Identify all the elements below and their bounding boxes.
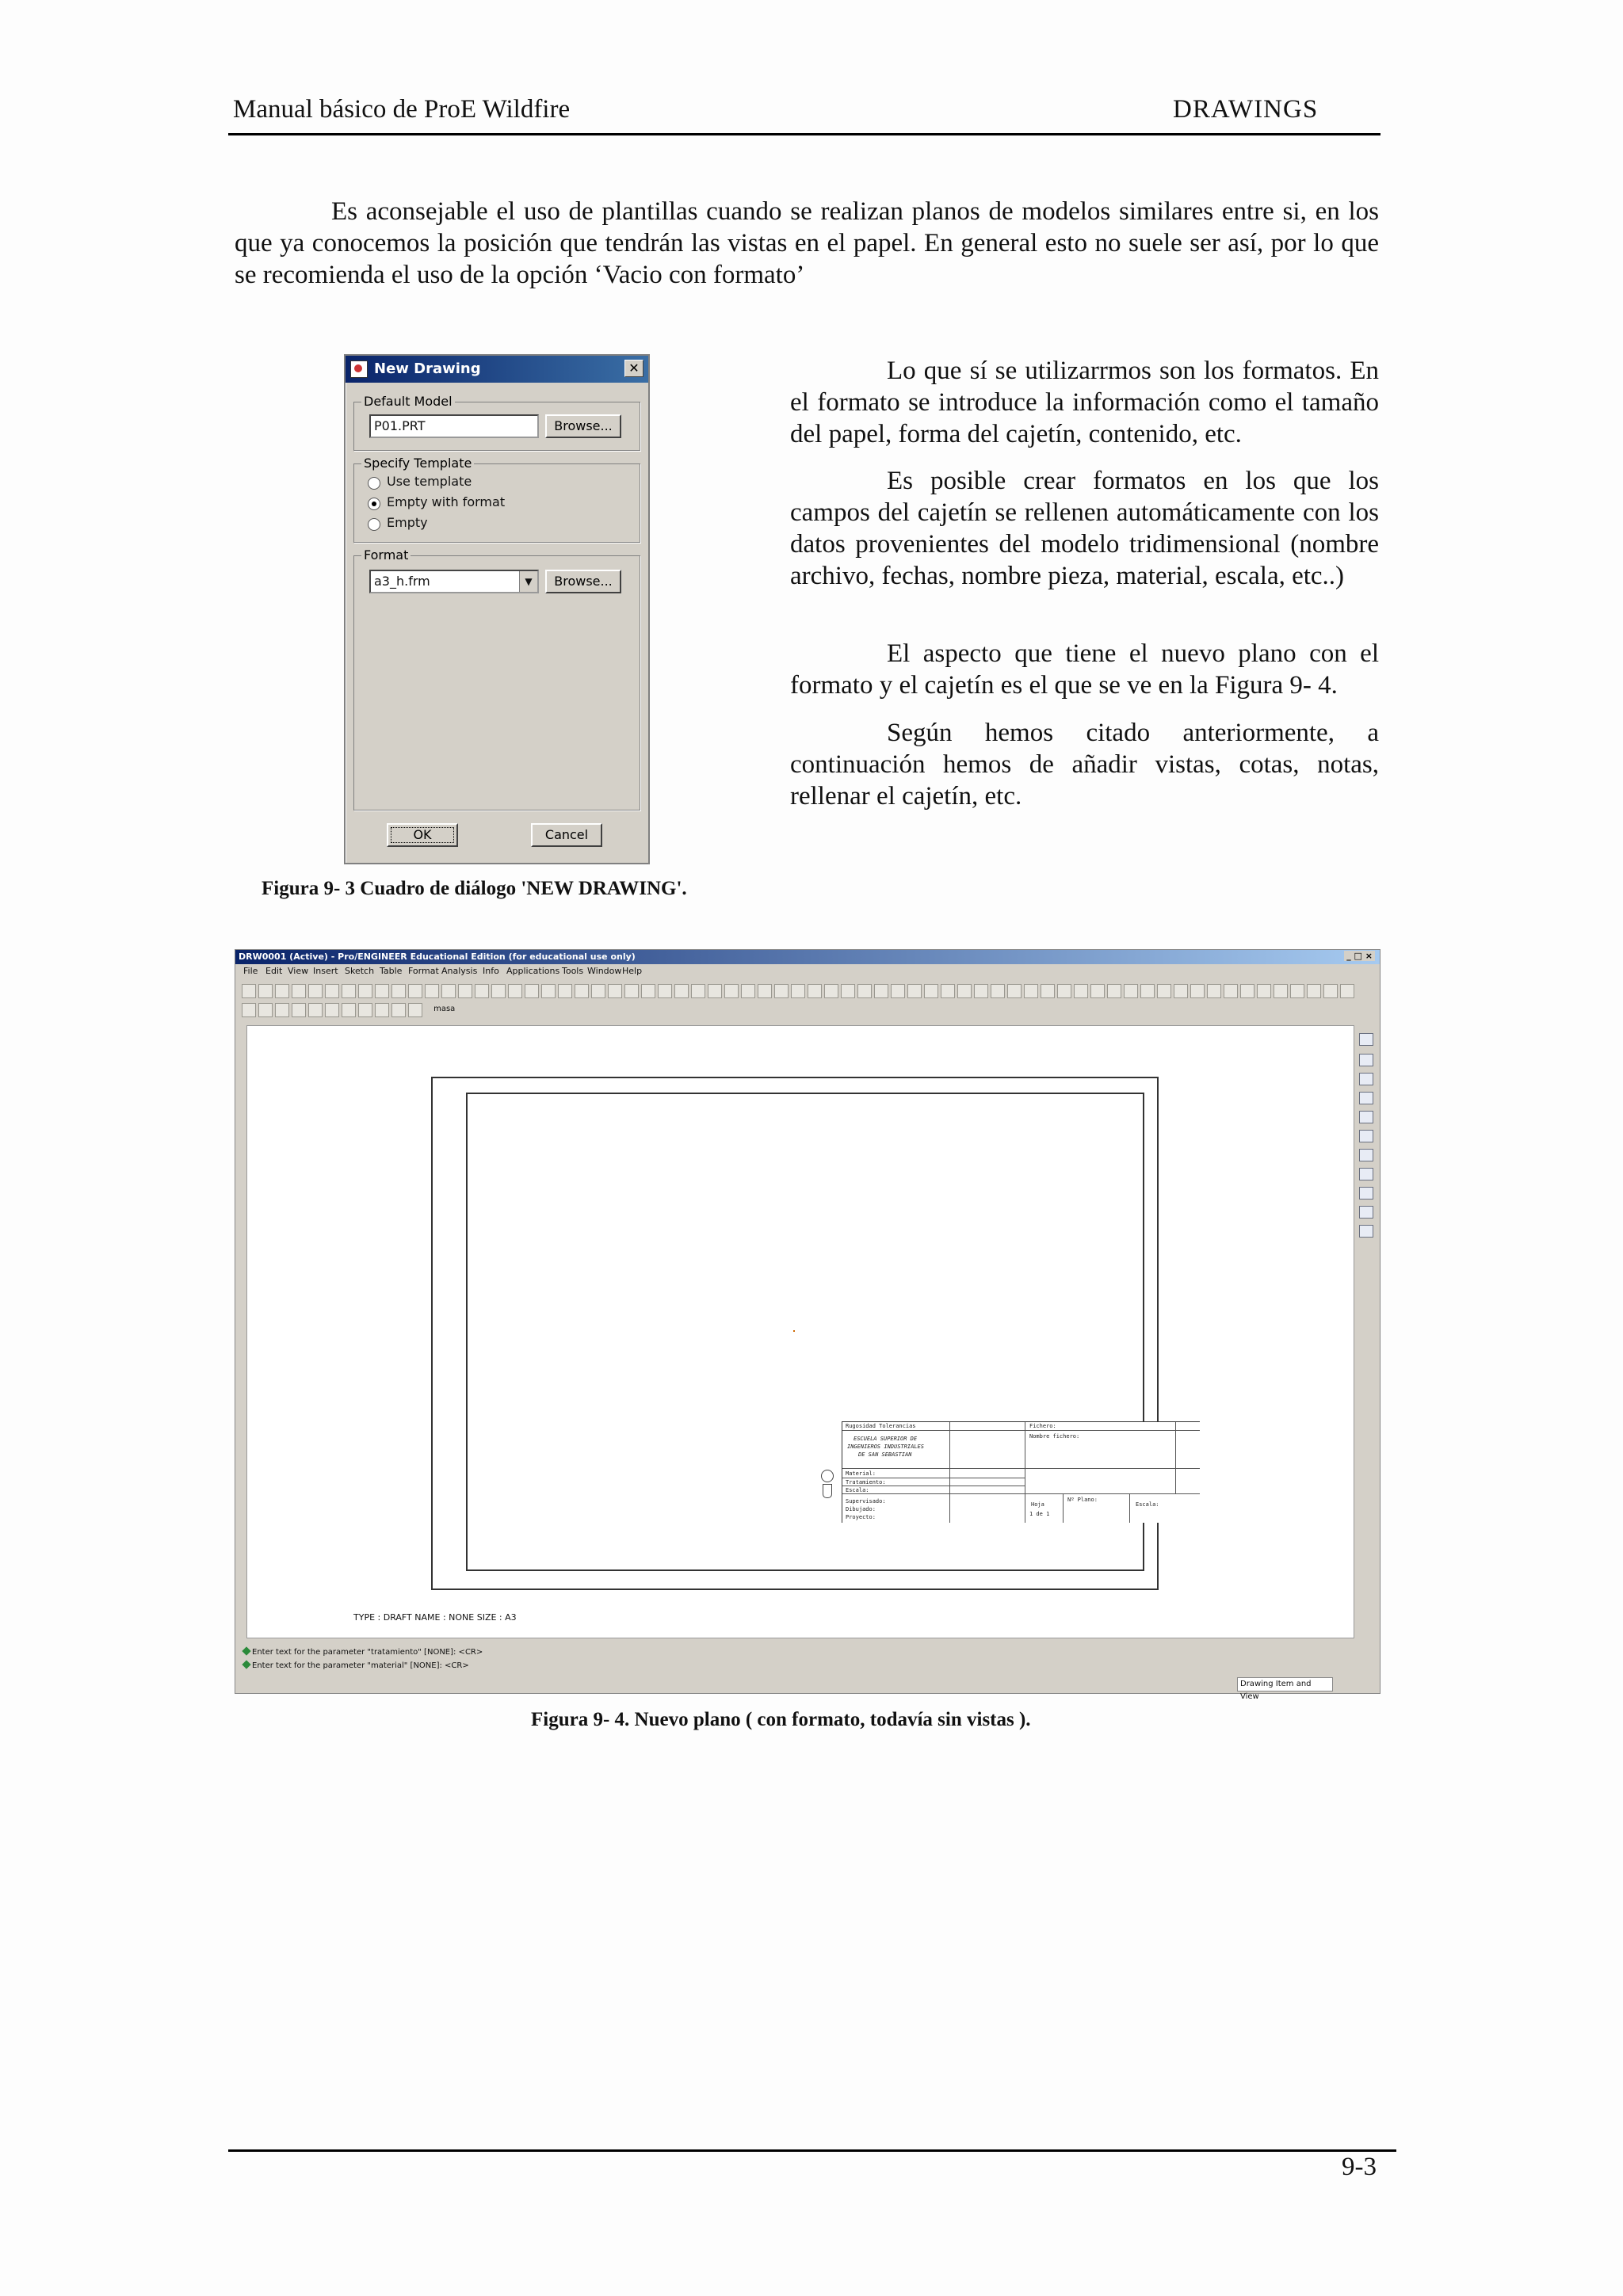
use-template-label: Use template [387,474,472,489]
origin-marker [793,1330,795,1332]
menu-window[interactable]: Window [587,966,622,976]
fillet-icon[interactable] [1359,1130,1373,1142]
footer-rule [228,2149,1396,2152]
menu-sketch[interactable]: Sketch [345,966,375,976]
chamfer-icon[interactable] [1359,1187,1373,1199]
message-line-1: Enter text for the parameter "tratamiento" [NONE]: <CR> [243,1648,483,1657]
tb-supervisado: Supervisado: [846,1498,886,1505]
tb-escala-right: Escala: [1136,1501,1159,1508]
default-model-label: Default Model [361,394,455,409]
format-select-value: a3_h.frm [374,574,430,589]
menu-info[interactable]: Info [483,966,499,976]
sketch-toolbar-right [1353,1025,1380,1637]
message-line-2: Enter text for the parameter "material" [NONE]: <CR> [243,1661,469,1670]
offset-icon[interactable] [1359,1206,1373,1219]
empty-with-format-label: Empty with format [387,494,506,509]
tb-school-1: ESCUELA SUPERIOR DE [854,1436,918,1442]
dialog-titlebar[interactable] [346,356,648,383]
proe-app-icon [350,360,368,378]
ok-button[interactable]: OK [387,823,458,847]
menu-tools[interactable]: Tools [562,966,584,976]
spline-icon[interactable] [1359,1149,1373,1161]
paragraph-aspecto: El aspecto que tiene el nuevo plano con el formato y el cajetín es el que se ve en la Figura 9- 4. [790,639,1379,700]
running-header-section: DRAWINGS [1173,95,1319,124]
point-icon[interactable] [1359,1168,1373,1180]
proe-titlebar[interactable] [235,950,1380,964]
menu-table[interactable]: Table [380,966,403,976]
proe-menubar [235,964,1380,978]
arc-icon[interactable] [1359,1111,1373,1123]
page-number: 9-3 [1342,2153,1377,2181]
paragraph-formatos: Lo que sí se utilizarrmos son los formatos. En el formato se introduce la información como el tamaño del papel, forma del cajetín, contenido, etc. [790,357,1379,448]
menu-insert[interactable]: Insert [313,966,338,976]
menu-view[interactable]: View [288,966,309,976]
new-drawing-dialog [344,354,650,864]
tb-tolerancias: Rugosidad Tolerancias [846,1423,916,1429]
menu-edit[interactable]: Edit [265,966,283,976]
drawing-canvas[interactable] [246,1025,1354,1638]
select-icon[interactable] [1359,1033,1373,1046]
paragraph-siguiente-pasos: Según hemos citado anteriormente, a continuación hemos de añadir vistas, cotas, notas, rellenar el cajetín, etc. [790,719,1379,810]
layer-label: masa [433,1005,456,1013]
browse-model-button[interactable]: Browse... [545,414,621,438]
window-controls[interactable]: _ □ × [1344,951,1375,961]
drawing-status: TYPE : DRAFT NAME : NONE SIZE : A3 [353,1612,517,1623]
format-group [353,555,640,810]
running-header-title: Manual básico de ProE Wildfire [233,95,571,124]
main-toolbar[interactable] [242,982,1375,999]
dialog-title: New Drawing [374,360,481,377]
trim-icon[interactable] [1359,1225,1373,1238]
default-model-input[interactable]: P01.PRT [369,414,539,438]
intro-paragraph: Es aconsejable el uso de plantillas cuando se realizan planos de modelos similares entre si, en los que ya conocemos la posición que tendrán las vistas en el papel. En general esto no suele ser así, por lo que se recomienda el uso de la opción ‘Vacio con formato’ [235,197,1379,289]
tb-dibujado: Dibujado: [846,1506,876,1512]
proe-window [235,949,1381,1701]
menu-file[interactable]: File [243,966,258,976]
circle-icon[interactable] [1359,1092,1373,1104]
title-block [842,1421,1200,1523]
tb-material: Material: [846,1470,876,1477]
format-label: Format [361,547,411,563]
radio-empty[interactable] [368,518,380,531]
paragraph-campos-cajetin: Es posible crear formatos en los que los campos del cajetín se rellenen automáticamente con los datos provenientes del modelo tridimensional (nombre archivo, fechas, nombre pieza, material, escala, etc..) [790,467,1379,590]
tb-proyecto: Proyecto: [846,1514,876,1520]
tb-escala: Escala: [846,1487,869,1493]
close-icon[interactable]: ✕ [624,360,643,377]
tb-school-3: DE SAN SEBASTIAN [858,1451,912,1458]
figure-3-caption: Figura 9- 3 Cuadro de diálogo 'NEW DRAWING'. [262,878,687,899]
radio-empty-with-format[interactable] [368,498,380,510]
projection-symbol-icon [821,1470,834,1482]
projection-cone-icon [823,1484,832,1498]
tb-school-2: INGENIEROS INDUSTRIALES [847,1444,924,1450]
menu-help[interactable]: Help [622,966,643,976]
tb-hoja-value: 1 de 1 [1029,1511,1050,1517]
radio-use-template[interactable] [368,477,380,490]
proe-window-title: DRW0001 (Active) - Pro/ENGINEER Educational Edition (for educational use only) [239,952,636,962]
format-select[interactable] [369,570,539,593]
chevron-down-icon[interactable]: ▼ [519,571,537,592]
line-icon[interactable] [1359,1073,1373,1085]
empty-label: Empty [387,515,428,530]
tb-tratamiento: Tratamiento: [846,1479,886,1486]
tb-hoja: Hoja [1031,1501,1044,1508]
menu-analysis[interactable]: Analysis [441,966,478,976]
tb-nombre-fichero: Nombre fichero: [1029,1433,1080,1440]
figure-4-caption: Figura 9- 4. Nuevo plano ( con formato, todavía sin vistas ). [531,1709,1031,1730]
pointer-icon[interactable] [1359,1054,1373,1066]
secondary-toolbar[interactable] [242,1001,1375,1018]
specify-template-label: Specify Template [361,456,474,471]
menu-applications[interactable]: Applications [506,966,560,976]
cancel-button[interactable]: Cancel [531,823,602,847]
tb-plano: Nº Plano: [1067,1497,1098,1503]
header-rule [228,133,1381,135]
menu-format[interactable]: Format [408,966,439,976]
tb-fichero: Fichero: [1029,1423,1056,1429]
selection-filter-select[interactable]: Drawing Item and View [1237,1677,1333,1691]
browse-format-button[interactable]: Browse... [545,570,621,593]
